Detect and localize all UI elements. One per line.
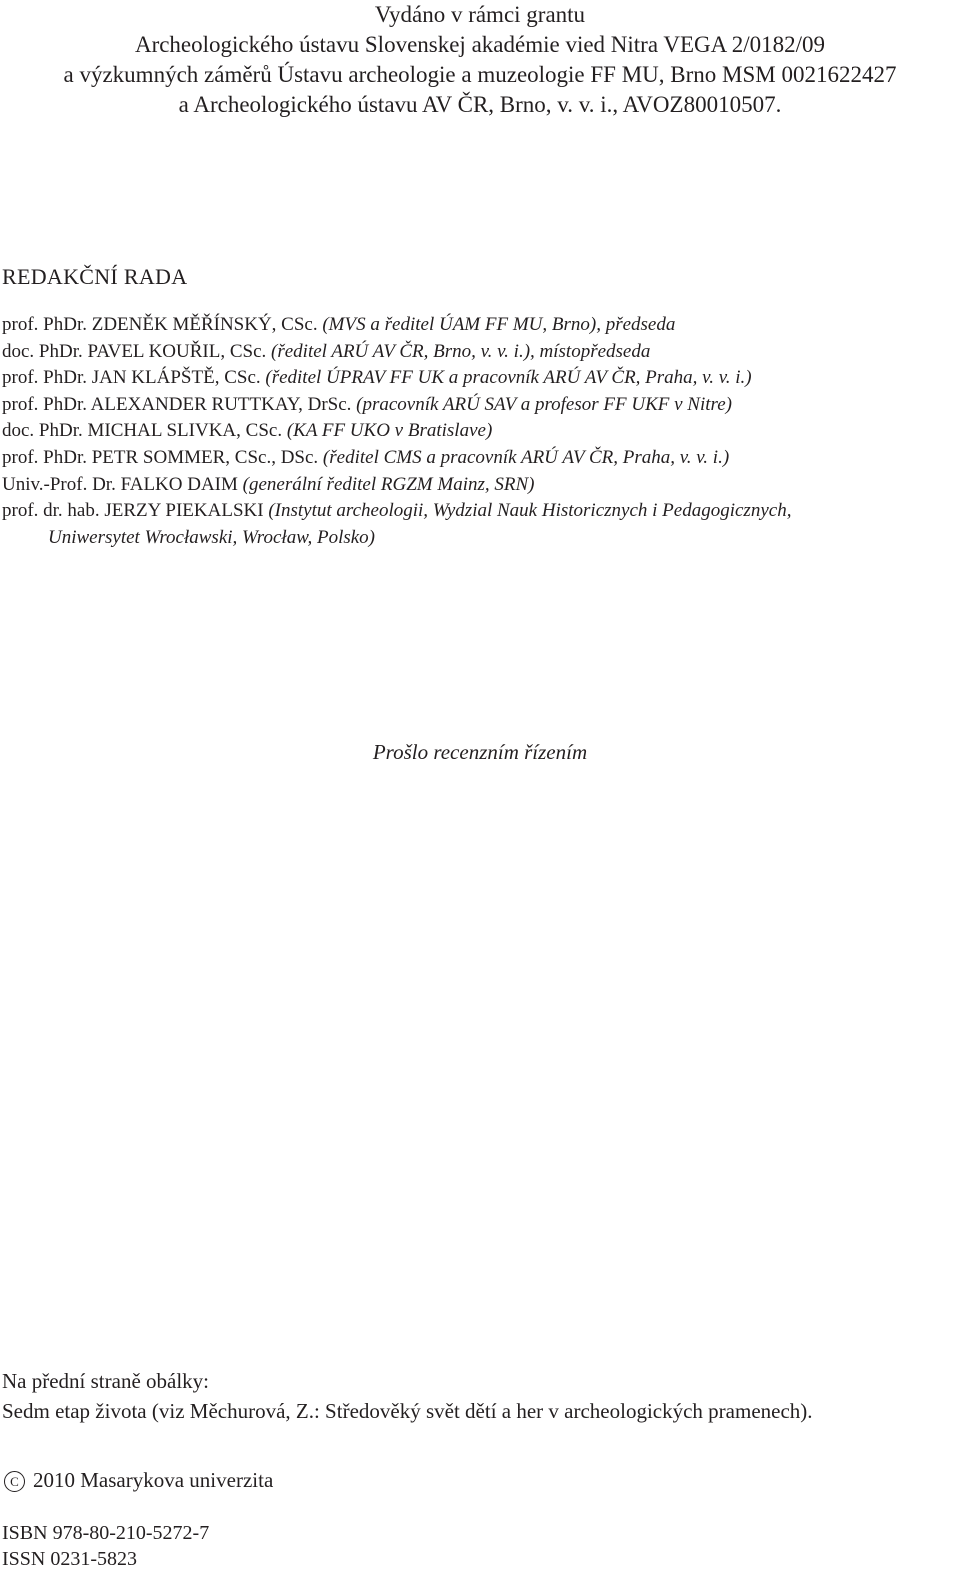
member-role: (KA FF UKO v Bratislave) <box>286 420 493 442</box>
board-member <box>2 445 957 472</box>
copyright-icon: C <box>4 1471 25 1492</box>
cover-description: Sedm etap života (viz Měchurová, Z.: Středověký svět dětí a her v archeologických pramenech). <box>2 1399 813 1423</box>
grant-statement <box>0 0 960 120</box>
cover-note <box>2 1366 813 1426</box>
cover-label: Na přední straně obálky: <box>2 1369 210 1393</box>
member-name: prof. PhDr. JAN KLÁPŠTĚ, CSc. <box>2 367 261 389</box>
member-role: (MVS a ředitel ÚAM FF MU, Brno), předseda <box>322 314 676 335</box>
peer-review-note: Prošlo recenzním řízením <box>372 740 588 764</box>
member-name: prof. PhDr. ZDENĚK MĚŘÍNSKÝ, CSc. <box>2 314 318 335</box>
member-role: (ředitel CMS a pracovník ARÚ AV ČR, Praha, v. v. i.) <box>322 446 730 468</box>
editorial-board-list <box>2 312 957 551</box>
member-role: (ředitel ARÚ AV ČR, Brno, v. v. i.), místopředseda <box>271 340 651 362</box>
member-name: prof. dr. hab. JERZY PIEKALSKI <box>2 500 264 522</box>
isbn-number: ISBN 978-80-210-5272-7 <box>2 1522 210 1544</box>
grant-line: Vydáno v rámci grantu <box>374 2 586 27</box>
member-name: prof. PhDr. ALEXANDER RUTTKAY, DrSc. <box>2 393 352 415</box>
member-name: Univ.-Prof. Dr. FALKO DAIM <box>2 473 238 495</box>
board-member <box>2 365 957 392</box>
grant-line: a výzkumných záměrů Ústavu archeologie a muzeologie FF MU, Brno MSM 0021622427 <box>63 62 897 87</box>
member-name: doc. PhDr. MICHAL SLIVKA, CSc. <box>2 420 283 442</box>
copyright-line <box>2 1468 273 1493</box>
grant-line: a Archeologického ústavu AV ČR, Brno, v. v. i., AVOZ80010507. <box>178 92 782 117</box>
member-role: (pracovník ARÚ SAV a profesor FF UKF v Nitre) <box>356 393 732 415</box>
issn-number: ISSN 0231-5823 <box>2 1548 138 1570</box>
editorial-board-title: REDAKČNÍ RADA <box>2 264 188 289</box>
member-role: (Instytut archeologii, Wydzial Nauk Historicznych i Pedagogicznych, <box>268 500 792 522</box>
board-member <box>2 418 957 445</box>
member-role: (generální ředitel RGZM Mainz, SRN) <box>242 473 535 495</box>
board-member <box>2 339 957 366</box>
copyright-text: 2010 Masarykova univerzita <box>33 1468 274 1492</box>
board-member <box>2 498 957 525</box>
grant-line: Archeologického ústavu Slovenskej akadémie vied Nitra VEGA 2/0182/09 <box>134 32 826 57</box>
board-member <box>2 312 957 339</box>
board-member <box>2 472 957 499</box>
board-member-continuation: Uniwersytet Wrocławski, Wrocław, Polsko) <box>48 526 376 548</box>
member-name: prof. PhDr. PETR SOMMER, CSc., DSc. <box>2 446 319 468</box>
board-member <box>2 392 957 419</box>
identifiers <box>2 1520 209 1572</box>
member-name: doc. PhDr. PAVEL KOUŘIL, CSc. <box>2 340 267 362</box>
member-role: (ředitel ÚPRAV FF UK a pracovník ARÚ AV ČR, Praha, v. v. i.) <box>265 367 752 389</box>
